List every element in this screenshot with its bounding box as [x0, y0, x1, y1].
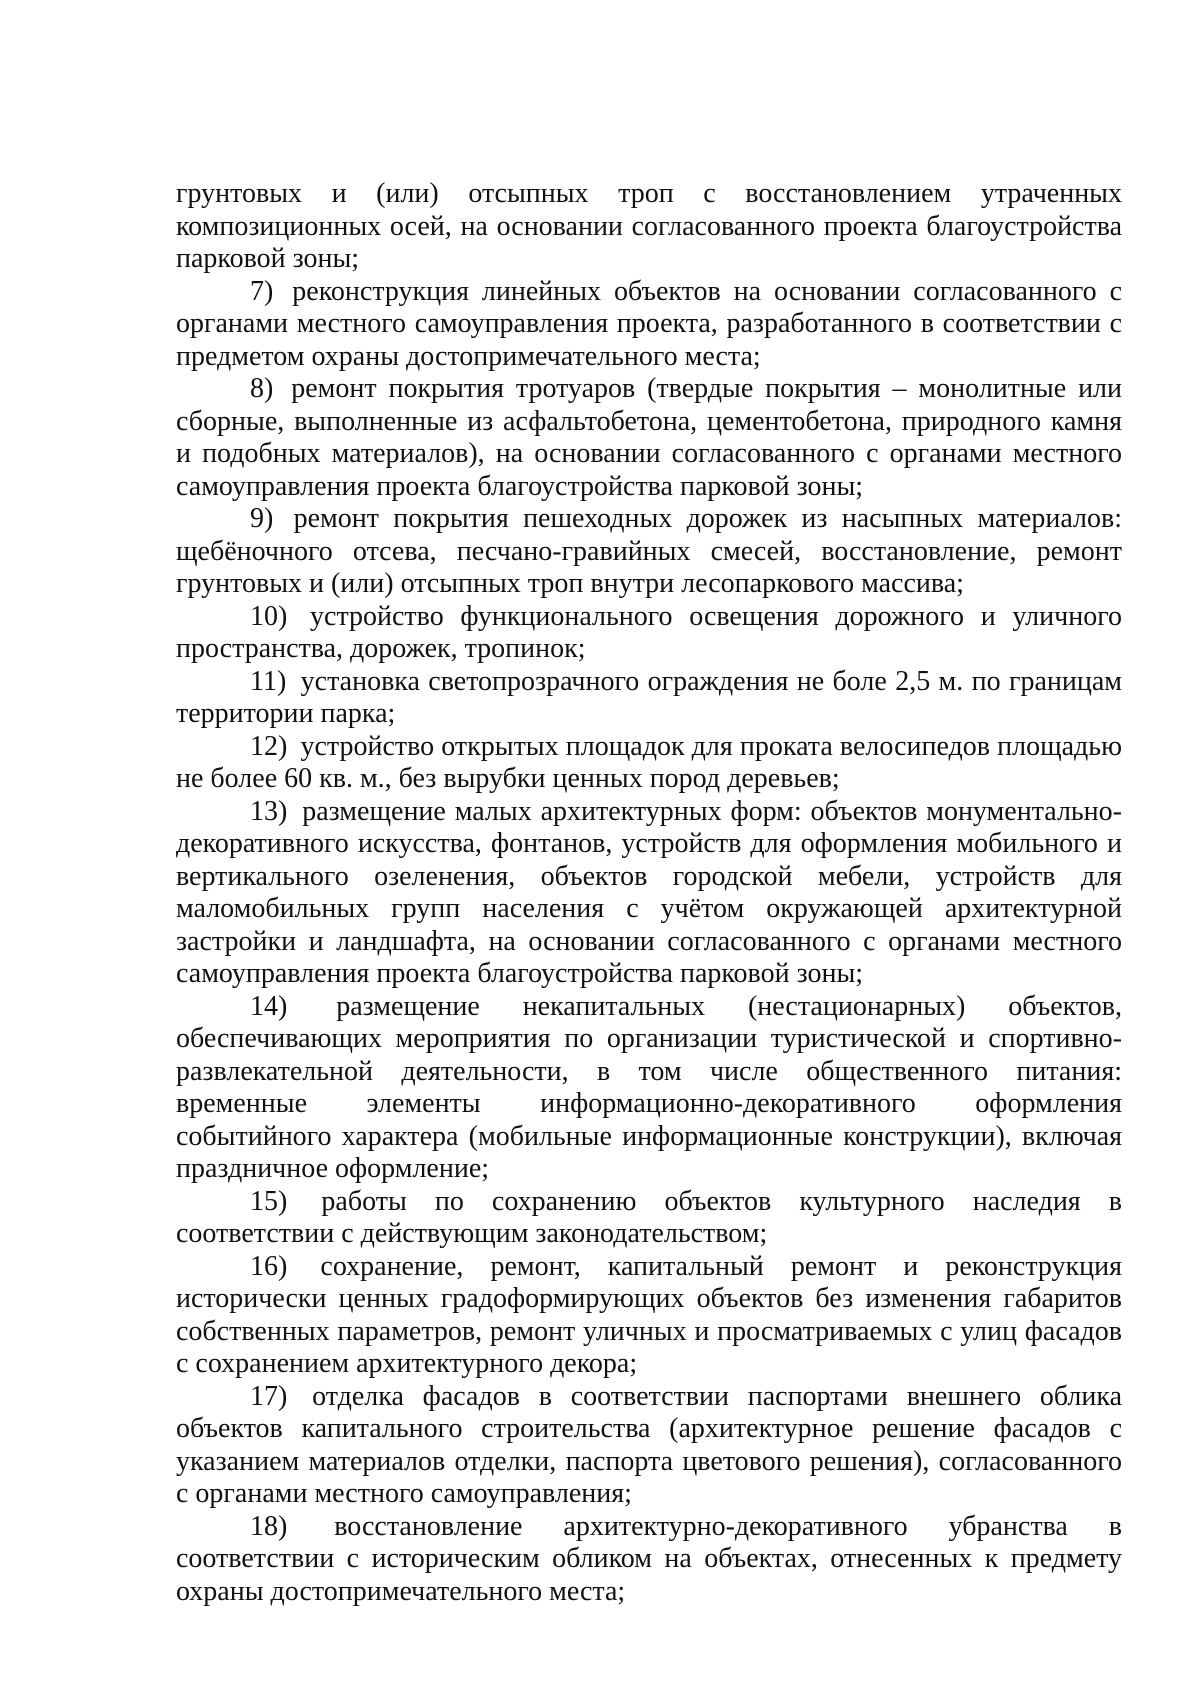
list-item-8: [176, 373, 1122, 503]
list-item-9: [176, 503, 1122, 601]
list-item-15: [176, 1186, 1122, 1251]
list-item-17: [176, 1381, 1122, 1511]
item-text: работы по сохранению объектов культурного наследия в соответствии с действующим законодательством;: [176, 1185, 1122, 1249]
item-number: 14): [250, 990, 288, 1022]
item-number: 11): [250, 665, 287, 697]
item-text: размещение малых архитектурных форм: объектов монументально-декоративного искусства, фонтанов, устройств для оформления мобильного и вертикального озеленения, объектов городской мебели, устройств для маломобильных групп населения с учётом окружающей архитектурной застройки и ландшафта, на основании согласованного с органами местного самоуправления проекта благоустройства парковой зоны;: [176, 795, 1122, 989]
item-number: 12): [250, 730, 288, 762]
document-body: [176, 178, 1122, 1608]
list-item-13: [176, 796, 1122, 991]
item-text: устройство открытых площадок для проката велосипедов площадью не более 60 кв. м., без вырубки ценных пород деревьев;: [176, 730, 1122, 794]
list-item-16: [176, 1251, 1122, 1381]
list-item-12: [176, 731, 1122, 796]
item-text: установка светопрозрачного ограждения не боле 2,5 м. по границам территории парка;: [176, 665, 1123, 729]
continuation-paragraph: грунтовых и (или) отсыпных троп с восстановлением утраченных композиционных осей, на основании согласованного проекта благоустройства парковой зоны;: [176, 178, 1122, 274]
item-number: 18): [250, 1510, 288, 1542]
item-number: 8): [250, 373, 274, 404]
list-item-14: [176, 991, 1122, 1186]
list-item-7: [176, 276, 1122, 374]
item-number: 7): [250, 275, 274, 307]
item-number: 17): [250, 1380, 288, 1412]
item-text: восстановление архитектурно-декоративного убранства в соответствии с историческим обликом на объектах, отнесенных к предмету охраны достопримечательного места;: [176, 1510, 1122, 1607]
item-text: ремонт покрытия тротуаров (твердые покрытия – монолитные или сборные, выполненные из асфальтобетона, цементобетона, природного камня и подобных материалов), на основании согласованного с органами местного самоуправления проекта благоустройства парковой зоны;: [176, 373, 1123, 502]
item-text: сохранение, ремонт, капитальный ремонт и реконструкция исторически ценных градоформирующих объектов без изменения габаритов собственных параметров, ремонт уличных и просматриваемых с улиц фасадов с сохранением архитектурного декора;: [176, 1250, 1123, 1379]
item-number: 13): [250, 795, 288, 827]
item-number: 16): [250, 1250, 288, 1282]
list-item-10: [176, 601, 1122, 666]
item-text: устройство функционального освещения дорожного и уличного пространства, дорожек, тропинок;: [176, 600, 1122, 664]
item-number: 15): [250, 1185, 288, 1217]
list-item-11: [176, 666, 1122, 731]
item-text: ремонт покрытия пешеходных дорожек из насыпных материалов: щебёночного отсева, песчано-гравийных смесей, восстановление, ремонт грунтовых и (или) отсыпных троп внутри лесопаркового массива;: [176, 503, 1122, 599]
item-number: 10): [250, 600, 288, 632]
item-text: размещение некапитальных (нестационарных) объектов, обеспечивающих мероприятия по организации туристической и спортивно-развлекательной деятельности, в том числе общественного питания: временные элементы информационно-декоративного оформления событийного характера (мобильные информационные конструкции), включая праздничное оформление;: [176, 990, 1122, 1184]
item-number: 9): [250, 503, 274, 534]
item-text: отделка фасадов в соответствии паспортами внешнего облика объектов капитального строительства (архитектурное решение фасадов с указанием материалов отделки, паспорта цветового решения), согласованного с органами местного самоуправления;: [176, 1380, 1122, 1509]
item-text: реконструкция линейных объектов на основании согласованного с органами местного самоуправления проекта, разработанного в соответствии с предметом охраны достопримечательного места;: [176, 275, 1122, 372]
list-item-18: [176, 1511, 1122, 1609]
